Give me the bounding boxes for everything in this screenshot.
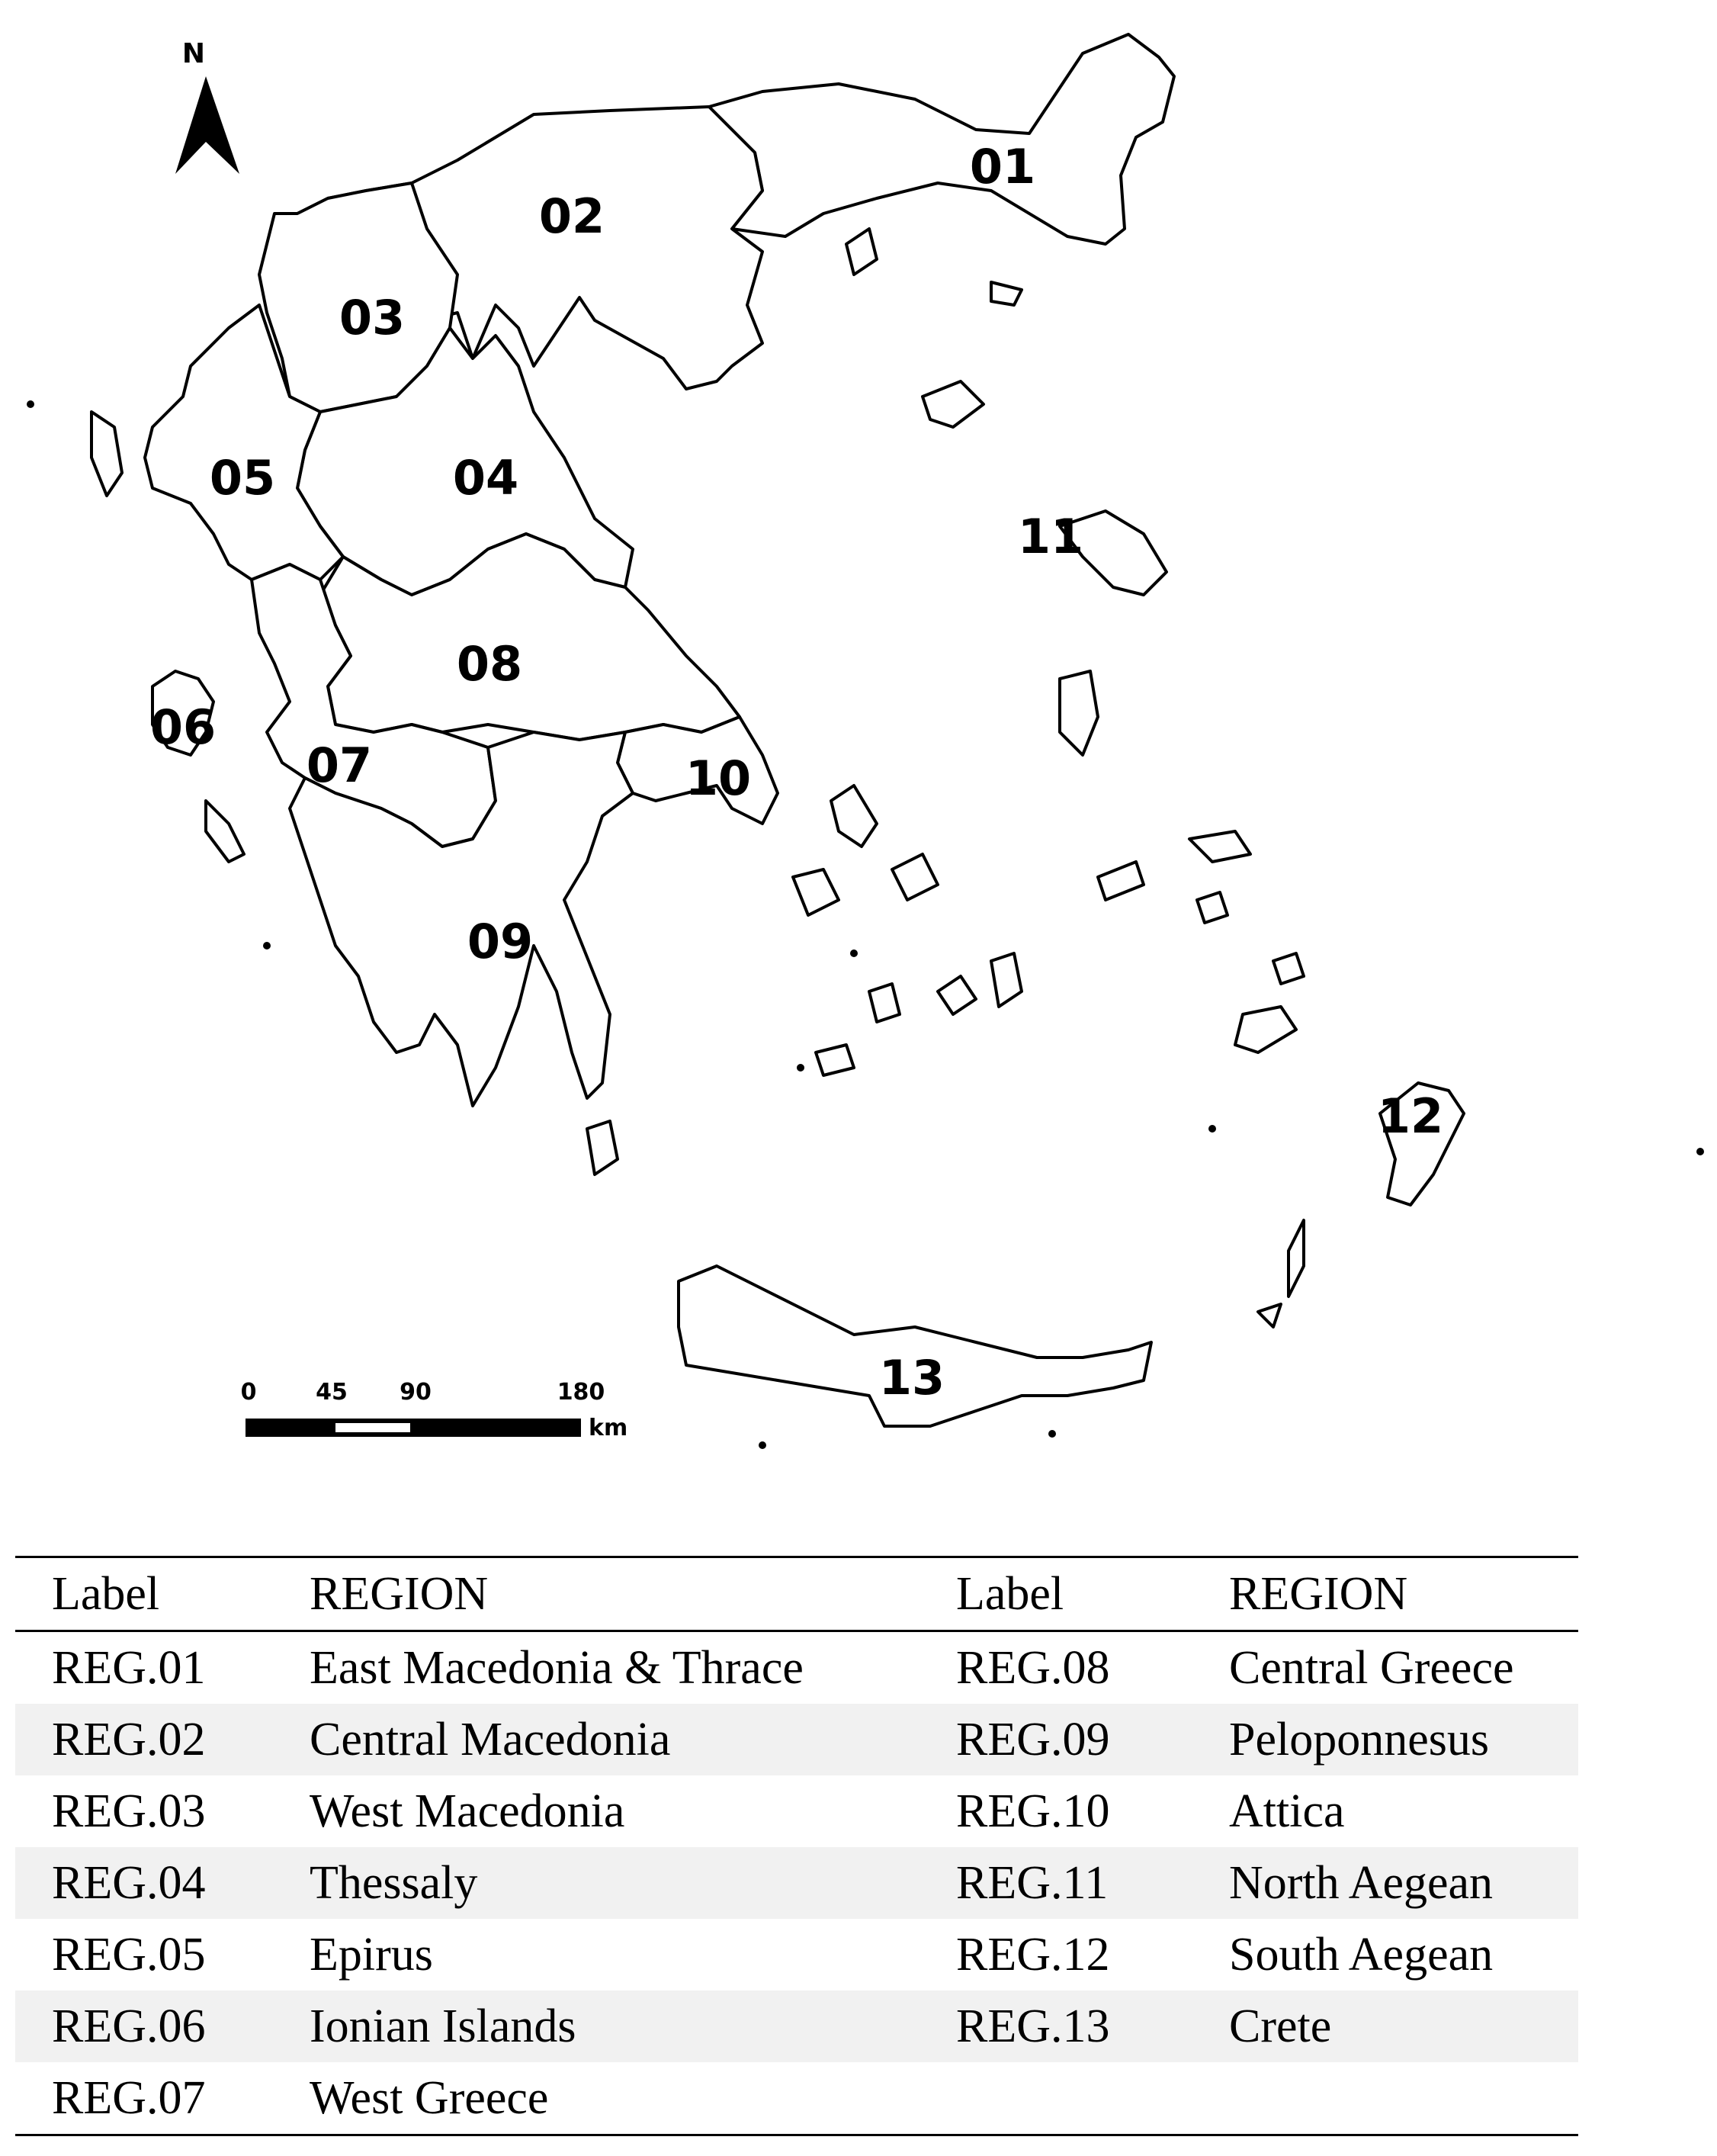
table-cell-region-a: Thessaly — [310, 1856, 478, 1909]
table-cell-region-a: West Greece — [310, 2071, 549, 2124]
scale-tick-45: 45 — [316, 1379, 348, 1406]
table-cell-region-b: Attica — [1229, 1785, 1345, 1837]
header-region-b: REGION — [1229, 1567, 1408, 1620]
table-row — [15, 1847, 1578, 1919]
table-cell-label-b: REG.09 — [956, 1713, 1110, 1766]
region-label-05: 05 — [209, 450, 276, 506]
table-cell-region-b: Peloponnesus — [1229, 1713, 1489, 1766]
table-cell-label-b — [919, 2062, 1192, 2135]
region-label-06: 06 — [149, 699, 217, 755]
table-cell-region-b: North Aegean — [1229, 1856, 1494, 1909]
table-row — [15, 2062, 1578, 2135]
region-label-13: 13 — [878, 1350, 945, 1406]
table-cell-label-a: REG.07 — [52, 2071, 206, 2124]
table-cell-label-a: REG.02 — [52, 1713, 206, 1766]
scale-bar — [241, 1379, 628, 1441]
table-cell-label-b: REG.10 — [956, 1785, 1110, 1837]
region-label-02: 02 — [538, 188, 605, 244]
table-cell-region-b — [1192, 2062, 1578, 2135]
region-label-04: 04 — [452, 450, 519, 506]
table-row — [15, 1919, 1578, 1991]
table-cell-region-b: Crete — [1229, 2000, 1332, 2052]
table-cell-region-b: Central Greece — [1229, 1641, 1514, 1694]
table-cell-label-b: REG.13 — [956, 2000, 1110, 2052]
table-cell-label-b: REG.12 — [956, 1928, 1110, 1981]
table-cell-region-a: East Macedonia & Thrace — [310, 1641, 804, 1694]
region-01-shape — [709, 34, 1174, 244]
table-cell-label-a: REG.04 — [52, 1856, 206, 1909]
table-cell-region-a: Central Macedonia — [310, 1713, 671, 1766]
table-cell-label-a: REG.06 — [52, 2000, 206, 2052]
north-arrow-icon — [175, 38, 239, 174]
region-legend-table — [15, 1556, 1578, 2136]
table-cell-region-a: West Macedonia — [310, 1785, 625, 1837]
region-label-01: 01 — [969, 139, 1036, 194]
region-label-07: 07 — [306, 737, 373, 793]
table-row — [15, 1775, 1578, 1847]
table-cell-label-a: REG.05 — [52, 1928, 206, 1981]
table-header-row — [15, 1557, 1578, 1631]
scale-tick-90: 90 — [400, 1379, 432, 1406]
scale-tick-180: 180 — [557, 1379, 605, 1406]
table-cell-label-a: REG.03 — [52, 1785, 206, 1837]
region-label-10: 10 — [685, 750, 752, 806]
region-label-08: 08 — [456, 636, 523, 692]
table-cell-label-b: REG.08 — [956, 1641, 1110, 1694]
table-cell-label-a: REG.01 — [52, 1641, 206, 1694]
scale-tick-0: 0 — [240, 1379, 257, 1406]
region-label-11: 11 — [1017, 509, 1084, 564]
north-label: N — [181, 38, 206, 69]
header-label-b: Label — [956, 1567, 1064, 1620]
table-cell-region-a: Ionian Islands — [310, 2000, 576, 2052]
region-label-09: 09 — [467, 914, 534, 969]
table-body — [15, 1631, 1578, 2135]
table-row — [15, 1991, 1578, 2062]
table-cell-region-a: Epirus — [310, 1928, 433, 1981]
region-label-03: 03 — [339, 290, 406, 345]
table-cell-label-b: REG.11 — [956, 1856, 1109, 1909]
table-row — [15, 1631, 1578, 1705]
header-region-a: REGION — [310, 1567, 489, 1620]
region-label-12: 12 — [1377, 1088, 1444, 1144]
table-cell-region-b: South Aegean — [1229, 1928, 1494, 1981]
scale-unit: km — [589, 1415, 628, 1441]
table-row — [15, 1704, 1578, 1775]
header-label-a: Label — [52, 1567, 160, 1620]
